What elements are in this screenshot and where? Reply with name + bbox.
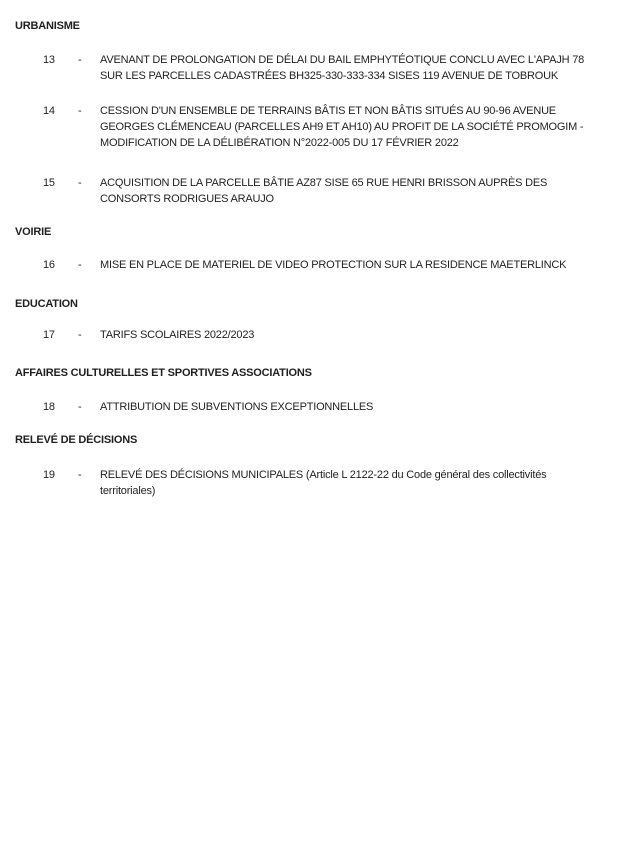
item-number: 14	[43, 105, 55, 117]
section-heading-education: EDUCATION	[15, 298, 78, 310]
item-dash: -	[78, 54, 82, 66]
agenda-item-15	[43, 175, 605, 207]
item-dash: -	[78, 329, 82, 341]
section-urbanisme	[15, 18, 605, 207]
item-dash: -	[78, 177, 82, 189]
item-dash: -	[78, 105, 82, 117]
section-education	[15, 296, 605, 343]
item-number: 16	[43, 259, 55, 271]
agenda-item-19	[43, 467, 605, 499]
agenda-item-18	[43, 399, 605, 415]
agenda-item-17	[43, 327, 605, 343]
item-dash: -	[78, 401, 82, 413]
agenda-item-14	[43, 103, 605, 151]
item-text: RELEVÉ DES DÉCISIONS MUNICIPALES (Article L 2122-22 du Code général des collectivités territoriales)	[100, 469, 547, 497]
item-dash: -	[78, 469, 82, 481]
item-text: CESSION D'UN ENSEMBLE DE TERRAINS BÂTIS ET NON BÂTIS SITUÉS AU 90-96 AVENUE GEORGES CLÉMENCEAU (PARCELLES AH9 ET AH10) AU PROFIT DE LA SOCIÉTÉ PROMOGIM - MODIFICATION DE LA DÉLIBÉRATION N°2022-005 DU 17 FÉVRIER 2022	[100, 105, 584, 149]
item-text: TARIFS SCOLAIRES 2022/2023	[100, 329, 255, 341]
section-voirie	[15, 224, 605, 273]
item-number: 15	[43, 177, 55, 189]
item-text: ATTRIBUTION DE SUBVENTIONS EXCEPTIONNELLES	[100, 401, 374, 413]
item-number: 17	[43, 329, 55, 341]
section-releve-de-decisions	[15, 432, 605, 499]
item-text: ACQUISITION DE LA PARCELLE BÂTIE AZ87 SISE 65 RUE HENRI BRISSON AUPRÈS DES CONSORTS RODRIGUES ARAUJO	[100, 177, 548, 205]
section-heading-urbanisme: URBANISME	[15, 20, 80, 32]
item-number: 18	[43, 401, 55, 413]
item-text: MISE EN PLACE DE MATERIEL DE VIDEO PROTECTION SUR LA RESIDENCE MAETERLINCK	[100, 259, 567, 271]
agenda-item-16	[43, 257, 605, 273]
section-heading-affaires-culturelles: AFFAIRES CULTURELLES ET SPORTIVES ASSOCIATIONS	[15, 367, 312, 379]
agenda-item-13	[43, 52, 605, 84]
item-text: AVENANT DE PROLONGATION DE DÉLAI DU BAIL EMPHYTÉOTIQUE CONCLU AVEC L'APAJH 78 SUR LES PARCELLES CADASTRÉES BH325-330-333-334 SISES 119 AVENUE DE TOBROUK	[100, 54, 585, 82]
item-number: 19	[43, 469, 55, 481]
section-heading-voirie: VOIRIE	[15, 226, 52, 238]
section-affaires-culturelles	[15, 365, 605, 415]
item-dash: -	[78, 259, 82, 271]
item-number: 13	[43, 54, 55, 66]
section-heading-releve-de-decisions: RELEVÉ DE DÉCISIONS	[15, 434, 138, 446]
